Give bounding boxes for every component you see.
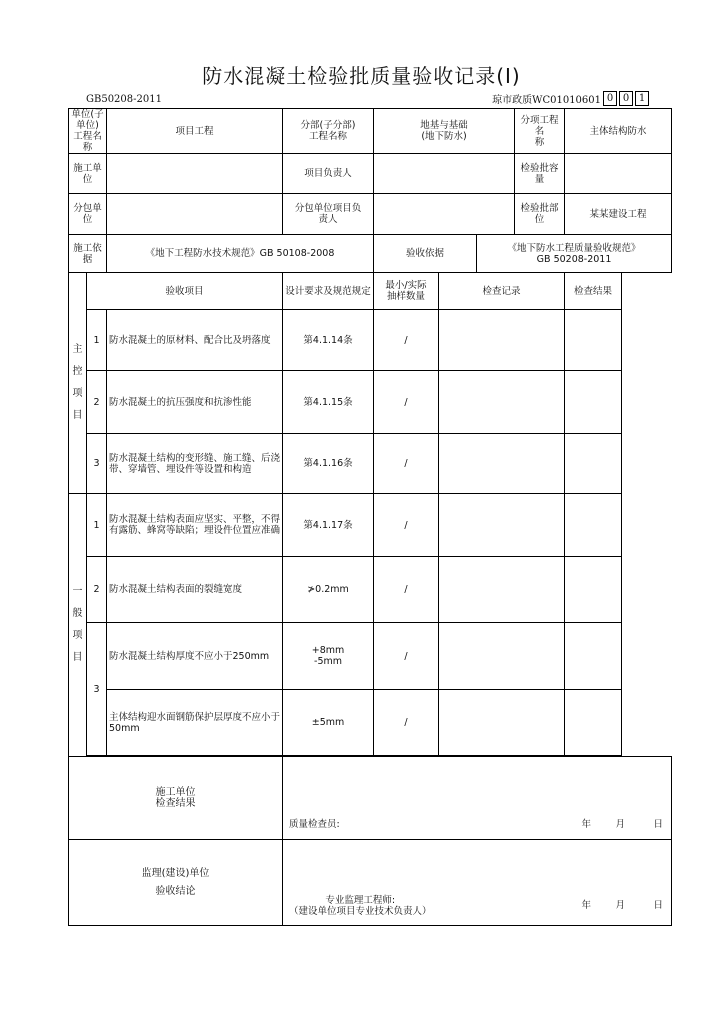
item-number: 2: [87, 371, 107, 434]
batch-capacity-value[interactable]: [565, 154, 672, 194]
column-header-requirement: 设计要求及规范规定: [283, 273, 374, 310]
item-requirement: 第4.1.15条: [283, 371, 374, 434]
item-check-record[interactable]: [439, 434, 565, 494]
item-description: 防水混凝土结构厚度不应小于250mm: [107, 623, 283, 690]
item-description: 防水混凝土结构表面应坚实、平整，不得有露筋、蜂窝等缺陷；埋设件位置应准确: [107, 494, 283, 557]
quality-inspector-label: 质量检查员:: [289, 819, 340, 830]
item-number: 1: [87, 310, 107, 371]
item-check-result[interactable]: [565, 371, 622, 434]
item-requirement: 第4.1.17条: [283, 494, 374, 557]
item-sample-count[interactable]: /: [374, 371, 439, 434]
item-check-result[interactable]: [565, 623, 622, 690]
construction-check-area[interactable]: [283, 757, 672, 840]
subitem-name-label: 分项工程名 称: [515, 109, 565, 154]
construction-basis-label: 施工依据: [69, 235, 107, 273]
doc-number-prefix: 琼市政质WC01010601: [492, 95, 601, 106]
doc-digit-box[interactable]: 1: [635, 91, 649, 106]
item-check-record[interactable]: [439, 690, 565, 756]
batch-location-label: 检验批部位: [515, 194, 565, 235]
acceptance-basis-value[interactable]: 《地下防水工程质量验收规范》 GB 50208-2011: [477, 235, 672, 273]
general-group-label: [69, 494, 87, 757]
item-number: 3: [87, 623, 107, 756]
item-check-result[interactable]: [565, 434, 622, 494]
item-check-record[interactable]: [439, 371, 565, 434]
date-month-label: 月: [615, 900, 626, 911]
supervision-label-cell: [69, 840, 283, 926]
unit-name-value[interactable]: 项目工程: [107, 109, 283, 154]
item-check-result[interactable]: [565, 310, 622, 371]
item-sample-count[interactable]: /: [374, 557, 439, 623]
item-requirement: +8mm -5mm: [283, 623, 374, 690]
subcontract-unit-label: 分包单位: [69, 194, 107, 235]
column-header-result: 检查结果: [565, 273, 622, 310]
item-description: 防水混凝土结构表面的裂缝宽度: [107, 557, 283, 623]
item-check-record[interactable]: [439, 494, 565, 557]
project-leader-value[interactable]: [374, 154, 515, 194]
construction-unit-label: 施工单位: [69, 154, 107, 194]
item-description: 防水混凝土的原材料、配合比及坍落度: [107, 310, 283, 371]
subitem-name-value[interactable]: 主体结构防水: [565, 109, 672, 154]
item-check-record[interactable]: [439, 623, 565, 690]
construction-check-label: 施工单位 检查结果: [155, 787, 196, 809]
column-header-sample: 最小/实际 抽样数量: [374, 273, 439, 310]
division-name-label: 分部(子分部) 工程名称: [283, 109, 374, 154]
item-description: 防水混凝土的抗压强度和抗渗性能: [107, 371, 283, 434]
item-check-result[interactable]: [565, 557, 622, 623]
subcontract-leader-value[interactable]: [374, 194, 515, 235]
item-description: 主体结构迎水面钢筋保护层厚度不应小于50mm: [107, 690, 283, 756]
item-sample-count[interactable]: /: [374, 310, 439, 371]
batch-capacity-label: 检验批容量: [515, 154, 565, 194]
date-year-label: 年: [581, 819, 592, 830]
item-check-record[interactable]: [439, 310, 565, 371]
acceptance-basis-label: 验收依据: [374, 235, 477, 273]
construction-check-label-cell: [69, 757, 283, 840]
item-requirement: 第4.1.16条: [283, 434, 374, 494]
general-group-label-text: 一 般 项 目: [72, 586, 83, 663]
supervision-label: 监理(建设)单位 验收结论: [141, 867, 210, 897]
division-name-value[interactable]: 地基与基础 (地下防水): [374, 109, 515, 154]
item-number: 2: [87, 557, 107, 623]
item-sample-count[interactable]: /: [374, 494, 439, 557]
standard-code: GB50208-2011: [86, 94, 162, 105]
item-requirement: 第4.1.14条: [283, 310, 374, 371]
item-number: 3: [87, 434, 107, 494]
date-month-label: 月: [615, 819, 626, 830]
doc-digit-box[interactable]: 0: [603, 91, 617, 106]
unit-name-label: 单位(子单位) 工程名称: [69, 109, 107, 154]
main-control-group-label-text: 主 控 项 目: [72, 344, 83, 421]
item-description: 防水混凝土结构的变形缝、施工缝、后浇带、穿墙管、埋设件等设置和构造: [107, 434, 283, 494]
date-year-label: 年: [581, 900, 592, 911]
document-number: [492, 91, 649, 106]
column-header-record: 检查记录: [439, 273, 565, 310]
construction-basis-value[interactable]: 《地下工程防水技术规范》GB 50108-2008: [107, 235, 374, 273]
doc-digit-box[interactable]: 0: [619, 91, 633, 106]
item-check-record[interactable]: [439, 557, 565, 623]
supervision-engineer-label: 专业监理工程师: （建设单位项目专业技术负责人）: [289, 895, 432, 917]
inspection-record-table: [68, 108, 672, 926]
item-requirement: ±5mm: [283, 690, 374, 756]
construction-unit-value[interactable]: [107, 154, 283, 194]
item-sample-count[interactable]: /: [374, 623, 439, 690]
supervision-conclusion-area[interactable]: [283, 840, 672, 926]
item-requirement: ≯0.2mm: [283, 557, 374, 623]
main-control-group-label: [69, 273, 87, 494]
subcontract-leader-label: 分包单位项目负 责人: [283, 194, 374, 235]
item-check-result[interactable]: [565, 494, 622, 557]
item-check-result[interactable]: [565, 690, 622, 756]
item-sample-count[interactable]: /: [374, 690, 439, 756]
batch-location-value[interactable]: 某某建设工程: [565, 194, 672, 235]
page-title: 防水混凝土检验批质量验收记录(Ⅰ): [202, 64, 521, 88]
item-number: 1: [87, 494, 107, 557]
date-day-label: 日: [653, 900, 664, 911]
project-leader-label: 项目负责人: [283, 154, 374, 194]
column-header-item: 验收项目: [87, 273, 283, 310]
item-sample-count[interactable]: /: [374, 434, 439, 494]
subcontract-unit-value[interactable]: [107, 194, 283, 235]
date-day-label: 日: [653, 819, 664, 830]
